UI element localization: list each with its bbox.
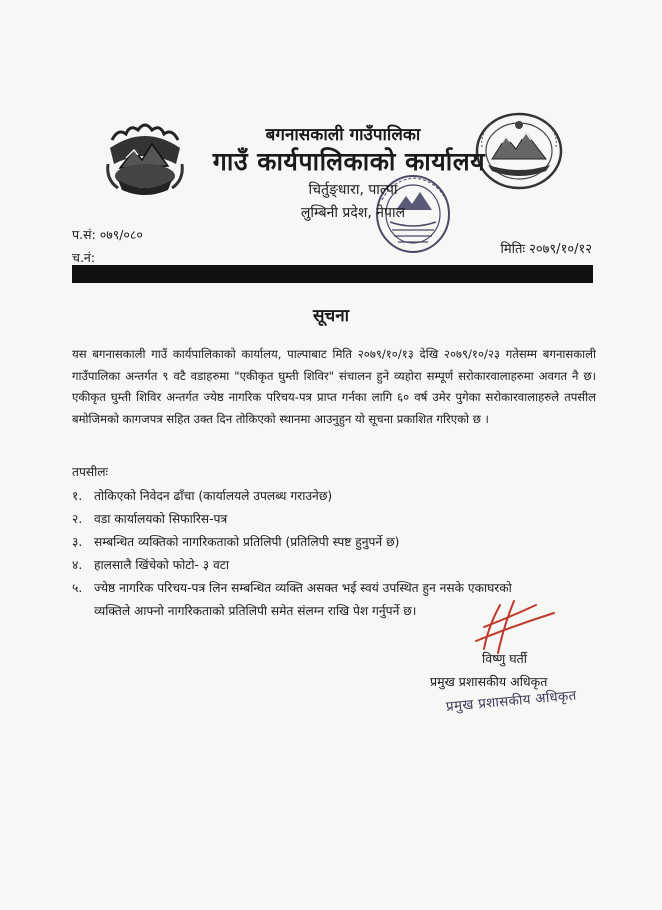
item-text: ज्येष्ठ नागरिक परिचय-पत्र लिन सम्बन्धित व्यक्ति असक्त भई स्वयं उपस्थित हुन नसके एकाघरको [94,581,512,595]
office-name: गाउँ कार्यपालिकाको कार्यालय [212,147,486,176]
org-name: बगनासकाली गाउँपालिका [265,125,421,145]
list-item [72,510,604,527]
address-line-1: चिर्तुङ्धारा, पाल्पा [308,182,398,198]
header-divider [72,265,593,283]
notice-body: यस बगनासकाली गाउँ कार्यपालिकाको कार्यालय, पाल्पाबाट मिति २०७९/१०/१३ देखि २०७९/१०/२३ गतेसम्म बगनासकाली गाउँपालिका अन्तर्गत ९ वटै वडाहरुमा "एकीकृत घुम्ती शिविर" संचालन हुने व्यहोरा सम्पूर्ण सरोकारवालाहरुमा अवगत नै छ। एकीकृत घुम्ती शिविर अन्तर्गत ज्येष्ठ नागरिक परिचय-पत्र प्राप्त गर्नका लागि ६० वर्ष उमेर पुगेका सरोकारवालाहरुले तपसील बमोजिमको कागजपत्र सहित उक्त दिन तोकिएको स्थानमा आउनुहुन यो सूचना प्रकाशित गरिएको छ । [72,347,596,426]
list-item [72,487,604,504]
address-line-2: लुम्बिनी प्रदेश, नेपाल [300,205,406,221]
item-number: १. [72,489,83,503]
item-number: ३. [72,535,83,549]
list-item [72,533,604,550]
list-item [72,556,604,573]
item-text: वडा कार्यालयको सिफारिस-पत्र [94,512,228,526]
item-text: तोकिएको निवेदन ढाँचा (कार्यालयले उपलब्ध गराउनेछ) [94,489,333,503]
item-number: २. [72,512,83,526]
item-text: सम्बन्धित व्यक्तिको नागरिकताको प्रतिलिपी (प्रतिलिपी स्पष्ट हुनुपर्ने छ) [94,535,400,549]
item-number: ५. [72,581,83,595]
item-number: ४. [72,558,83,572]
stamped-title: प्रमुख प्रशासकीय अधिकृत [445,687,578,715]
dispatch-number: च.नं: [72,250,96,265]
signer-name: विष्णु घर्ती [482,651,527,666]
reference-number: प.सं: ०७९/०८० [72,227,143,242]
details-label: तपसीलः [72,465,108,479]
date-field: मितिः २०७९/१०/१२ [500,242,592,257]
signature-icon [470,597,558,657]
item-text: हालसालै खिंचेको फोटो- ३ वटा [94,558,230,572]
notice-title: सूचना [312,306,350,326]
item-text-continued: व्यक्तिले आफ्नो नागरिकताको प्रतिलिपी समेत संलग्न राखि पेश गर्नुपर्ने छ। [94,604,417,618]
signer-title: प्रमुख प्रशासकीय अधिकृत [430,674,548,689]
